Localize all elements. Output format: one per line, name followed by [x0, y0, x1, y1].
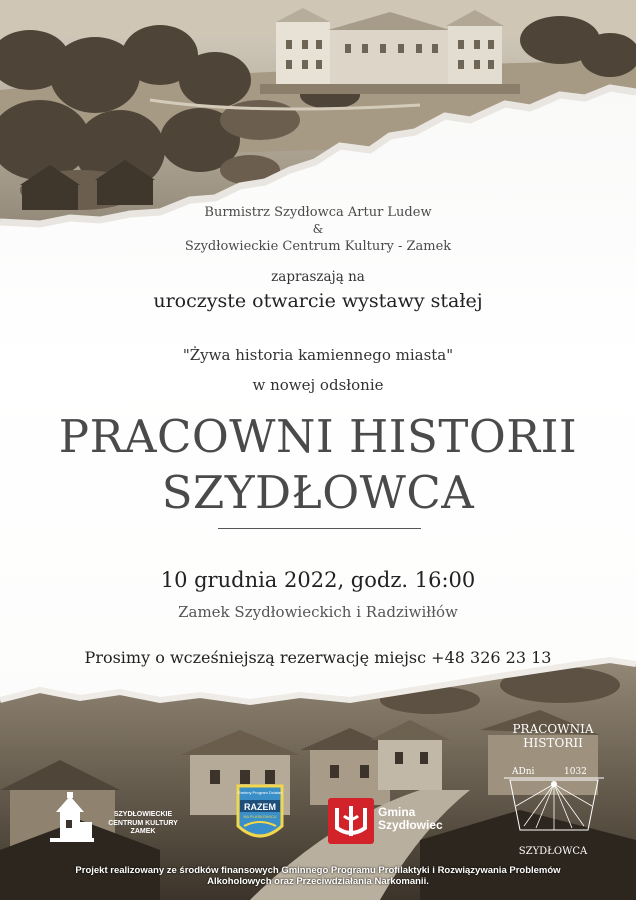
razem-badge-icon	[234, 782, 286, 848]
funding-footer	[20, 865, 616, 887]
event-datetime: 10 grudnia 2022, godz. 16:00	[160, 568, 476, 592]
seal-left-text: ADni	[512, 767, 535, 777]
ampersand: &	[312, 222, 324, 236]
razem-small-label: Gminny Program Działań	[237, 790, 283, 795]
reservation-text: Prosimy o wcześniejszą rezerwację miejsc +48 326 23 13	[84, 648, 552, 667]
razem-main-label: RAZEM	[244, 802, 276, 812]
pracownia-bottom-text: SZYDŁOWCA	[518, 846, 588, 857]
razem-sub-label: NA PLASKOWICU	[243, 814, 277, 819]
headline-line-1: PRACOWNI HISTORII	[58, 410, 578, 463]
sundial-seal-icon	[500, 756, 608, 840]
pracownia-line-2: HISTORII	[523, 736, 583, 750]
szck-logo-text	[88, 811, 198, 837]
footer-line-1: Projekt realizowany ze środków finansowych Gminnego Programu Profilaktyki i Rozwiązywania Problemów	[75, 865, 561, 876]
occasion-text: uroczyste otwarcie wystawy stałej	[153, 290, 483, 312]
invites-text: zapraszają na	[271, 269, 365, 285]
seal-right-text: 1032	[564, 767, 587, 777]
sponsors-block	[0, 204, 636, 255]
gmina-crest-icon	[328, 798, 374, 844]
gmina-line-2: Szydłowiec	[378, 818, 443, 832]
exhibition-title: "Żywa historia kamiennego miasta"	[182, 346, 454, 364]
footer-line-2: Alkoholowych oraz Przeciwdziałania Narkomanii.	[207, 876, 429, 887]
divider	[218, 528, 421, 529]
gmina-line-1: Gmina	[378, 805, 416, 819]
szck-line-1: SZYDŁOWIECKIE	[113, 811, 173, 818]
pracownia-title	[498, 722, 608, 750]
gmina-logo-text	[378, 806, 443, 832]
edition-text: w nowej odsłonie	[252, 376, 384, 394]
headline-line-2: SZYDŁOWCA	[161, 466, 475, 519]
szck-line-2: CENTRUM KULTURY	[108, 819, 178, 827]
pracownia-line-1: PRACOWNIA	[512, 722, 594, 736]
host-culture-center: Szydłowieckie Centrum Kultury - Zamek	[184, 239, 452, 254]
szck-line-3: ZAMEK	[130, 828, 156, 835]
host-mayor: Burmistrz Szydłowca Artur Ludew	[204, 205, 432, 220]
event-venue: Zamek Szydłowieckich i Radziwiłłów	[178, 603, 458, 621]
